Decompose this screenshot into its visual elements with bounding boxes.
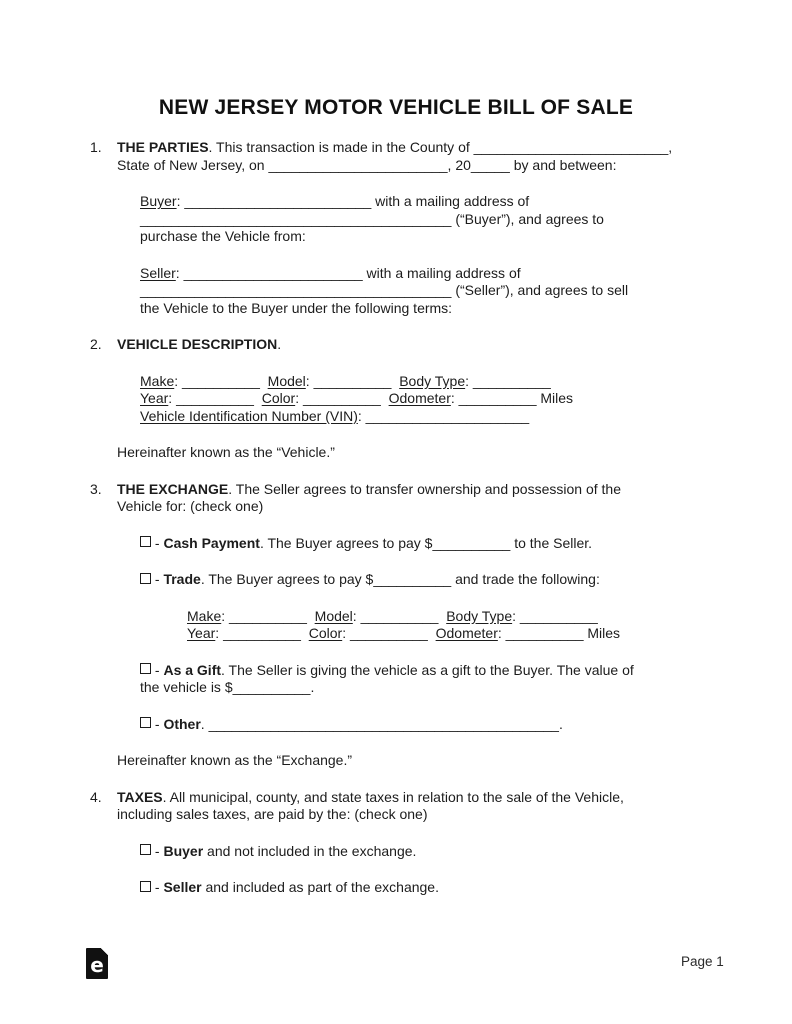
text-line	[140, 282, 722, 300]
text-line	[117, 498, 722, 516]
checkbox-icon[interactable]	[140, 881, 151, 892]
buyer-paragraph	[140, 193, 722, 246]
text-line	[117, 157, 722, 175]
field-label: Vehicle Identification Number (VIN)	[140, 407, 358, 424]
trade-vehicle-fields	[187, 608, 722, 643]
field-label: Color	[308, 625, 343, 641]
text-segment: . The Buyer agrees to pay $__________ to the Seller.	[259, 534, 593, 551]
text-segment: : __________	[512, 607, 598, 624]
text-line	[117, 789, 722, 807]
item-number: 4.	[90, 788, 102, 805]
checkbox-icon[interactable]	[140, 536, 151, 547]
text-segment: TAXES	[117, 788, 163, 805]
text-line	[117, 806, 722, 824]
text-segment: the vehicle is $__________.	[140, 679, 315, 695]
text-segment: . The Seller agrees to transfer ownership and possession of the	[228, 480, 621, 497]
section-4-taxes	[90, 788, 722, 824]
text-segment: : __________ Miles	[450, 390, 574, 406]
text-line	[140, 716, 722, 734]
text-segment: -	[151, 571, 164, 587]
text-line	[140, 300, 722, 318]
text-line	[187, 625, 722, 643]
checkbox-icon[interactable]	[140, 663, 151, 674]
text-segment: -	[151, 879, 164, 895]
text-segment: Seller	[163, 879, 202, 895]
text-segment: : __________	[221, 607, 315, 624]
text-line	[117, 752, 722, 770]
text-segment: -	[151, 661, 164, 678]
checkbox-icon[interactable]	[140, 573, 151, 584]
field-label: Year	[187, 625, 216, 641]
text-segment: Vehicle for: (check one)	[117, 498, 264, 514]
taxes-buyer-option	[140, 843, 722, 861]
text-segment: . This transaction is made in the County of _________________________,	[208, 139, 673, 155]
text-segment: . _____________________________________________.	[200, 715, 563, 732]
trade-option	[140, 571, 722, 589]
text-segment: -	[151, 842, 164, 859]
text-segment: and included as part of the exchange.	[201, 879, 439, 895]
field-label: Model	[267, 372, 306, 389]
item-number: 3.	[90, 480, 102, 497]
text-line	[140, 662, 722, 680]
text-line	[140, 193, 722, 211]
text-line	[187, 608, 722, 626]
page-number: Page 1	[681, 954, 724, 969]
exchange-hereinafter-note	[117, 752, 722, 770]
field-label: Buyer	[140, 193, 177, 209]
text-line	[117, 444, 722, 462]
field-label: Make	[187, 607, 222, 624]
text-line	[117, 336, 722, 354]
text-segment: . The Buyer agrees to pay $__________ and trade the following:	[200, 571, 600, 587]
text-segment: : __________	[295, 390, 389, 406]
text-segment: : __________	[305, 372, 400, 389]
text-segment: : __________	[465, 372, 551, 389]
checkbox-icon[interactable]	[140, 844, 151, 855]
text-segment: : __________ Miles	[497, 625, 621, 641]
field-label: Odometer	[435, 625, 498, 641]
text-segment: -	[151, 715, 164, 732]
text-segment: . All municipal, county, and state taxes in relation to the sale of the Vehicle,	[162, 788, 624, 805]
text-segment: : __________	[352, 607, 447, 624]
text-segment: -	[151, 534, 164, 551]
vehicle-hereinafter-note	[117, 444, 722, 462]
text-segment: : __________	[168, 390, 262, 406]
seller-paragraph	[140, 265, 722, 318]
taxes-seller-option	[140, 879, 722, 897]
other-option	[140, 716, 722, 734]
text-line	[117, 481, 722, 499]
text-segment: Other	[163, 715, 201, 732]
gift-option	[140, 662, 722, 697]
eforms-logo	[86, 948, 108, 979]
field-label: Body Type	[446, 607, 513, 624]
text-segment: ________________________________________ (“Seller”), and agrees to sell	[140, 282, 629, 298]
text-segment: VEHICLE DESCRIPTION	[117, 336, 278, 352]
text-line	[140, 843, 722, 861]
checkbox-icon[interactable]	[140, 717, 151, 728]
field-label: Seller	[140, 264, 176, 281]
item-number: 1.	[90, 139, 102, 155]
text-segment: the Vehicle to the Buyer under the following terms:	[140, 299, 453, 316]
text-segment: Cash Payment	[163, 534, 260, 551]
document-title: NEW JERSEY MOTOR VEHICLE BILL OF SALE	[158, 96, 634, 119]
text-segment: THE EXCHANGE	[117, 480, 229, 497]
text-line	[140, 228, 722, 246]
text-segment: Trade	[163, 571, 201, 587]
field-label: Year	[140, 390, 169, 406]
text-segment: . The Seller is giving the vehicle as a gift to the Buyer. The value of	[221, 661, 634, 678]
text-segment: : ________________________ with a mailing address of	[176, 193, 530, 209]
document-body	[90, 139, 722, 897]
text-segment: and not included in the exchange.	[203, 842, 417, 859]
text-line	[117, 139, 722, 157]
field-label: Make	[140, 372, 175, 389]
text-segment: .	[277, 336, 282, 352]
text-segment: THE PARTIES	[117, 139, 209, 155]
text-line	[140, 879, 722, 897]
text-segment: ________________________________________ (“Buyer”), and agrees to	[140, 210, 604, 227]
text-line	[140, 265, 722, 283]
vehicle-description-fields	[140, 373, 722, 426]
text-line	[140, 535, 722, 553]
field-label: Odometer	[388, 390, 451, 406]
text-line	[140, 211, 722, 229]
eforms-logo-letter: e	[90, 953, 104, 977]
text-segment: including sales taxes, are paid by the: (check one)	[117, 806, 428, 822]
text-line	[140, 390, 722, 408]
text-segment: As a Gift	[163, 661, 222, 678]
section-1-the-parties	[90, 139, 722, 174]
section-3-the-exchange	[90, 480, 722, 516]
text-line	[140, 571, 722, 589]
text-segment: State of New Jersey, on _______________________, 20_____ by and between:	[117, 156, 617, 173]
text-line	[140, 373, 722, 391]
field-label: Model	[314, 607, 353, 624]
section-2-vehicle-description	[90, 336, 722, 354]
text-segment: Hereinafter known as the “Exchange.”	[117, 752, 353, 768]
text-segment: : __________	[215, 625, 309, 641]
field-label: Color	[261, 390, 296, 406]
text-line	[140, 408, 722, 426]
text-segment: : _______________________ with a mailing address of	[175, 264, 521, 281]
text-line	[140, 679, 722, 697]
field-label: Body Type	[399, 372, 466, 389]
text-segment: Hereinafter known as the “Vehicle.”	[117, 444, 335, 460]
text-segment: Buyer	[163, 842, 204, 859]
text-segment: : __________	[342, 625, 436, 641]
cash-payment-option	[140, 535, 722, 553]
text-segment: : _____________________	[357, 407, 530, 424]
item-number: 2.	[90, 336, 102, 352]
text-segment: : __________	[174, 372, 268, 389]
text-segment: purchase the Vehicle from:	[140, 228, 306, 244]
